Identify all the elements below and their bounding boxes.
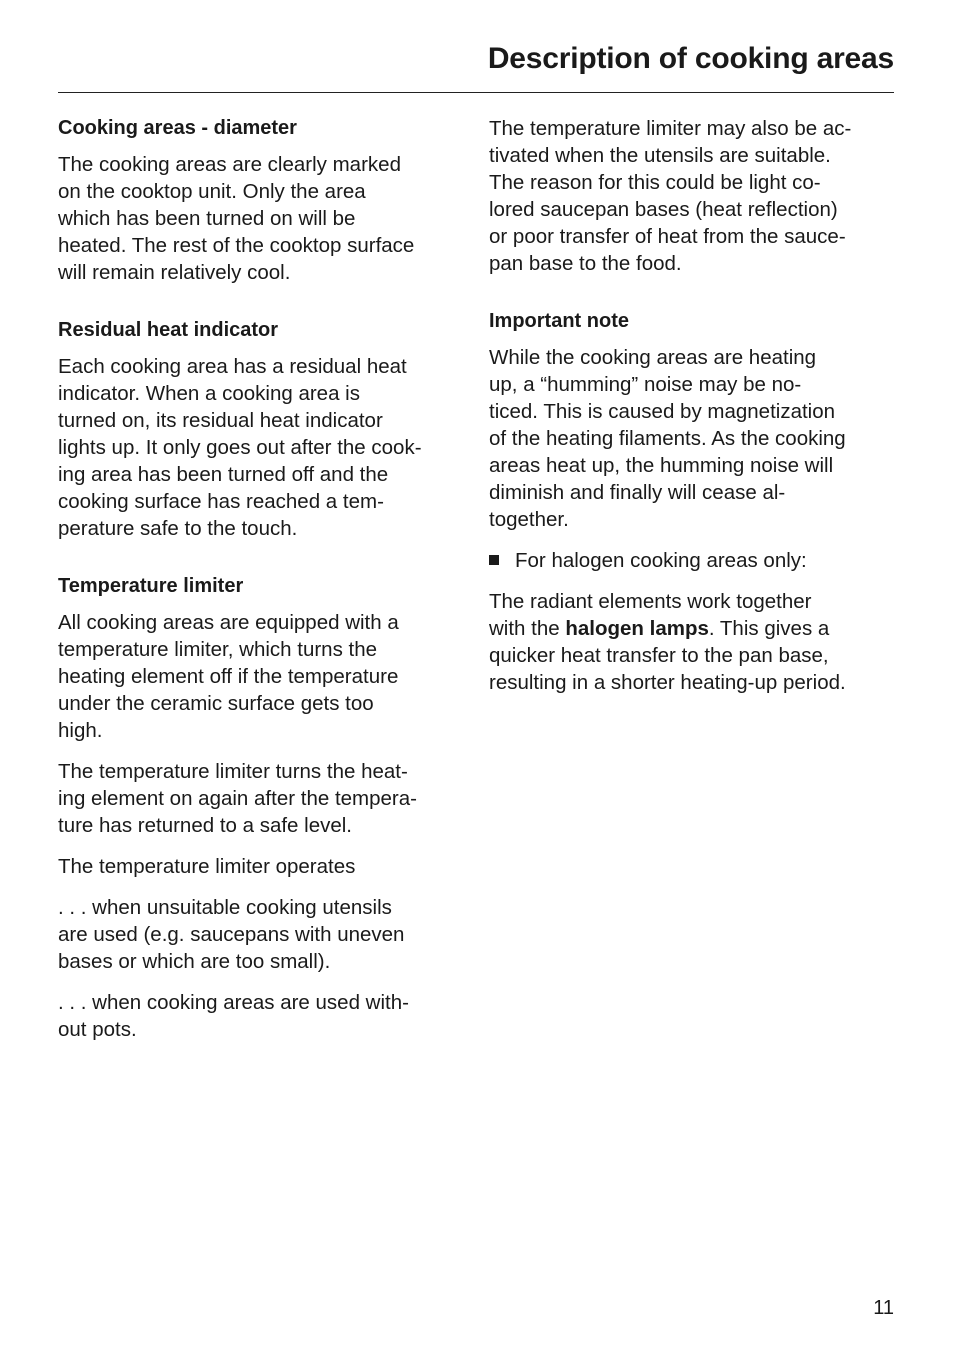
- text-line: or poor transfer of heat from the sauce-: [489, 225, 846, 248]
- text-line: tivated when the utensils are suitable.: [489, 144, 831, 167]
- paragraph: [58, 894, 468, 975]
- text-line: under the ceramic surface gets too: [58, 692, 374, 715]
- text-line: The cooking areas are clearly marked: [58, 153, 401, 176]
- paragraph: [58, 758, 468, 839]
- text-line: which has been turned on will be: [58, 207, 356, 230]
- paragraph: [489, 344, 894, 533]
- text-line: are used (e.g. saucepans with uneven: [58, 923, 405, 946]
- text-line: bases or which are too small).: [58, 950, 331, 973]
- header-divider: [58, 92, 894, 93]
- text-line: areas heat up, the humming noise will: [489, 454, 834, 477]
- text-line: of the heating filaments. As the cooking: [489, 427, 846, 450]
- text-line: Each cooking area has a residual heat: [58, 355, 407, 378]
- text-line: lights up. It only goes out after the cook-: [58, 436, 422, 459]
- text-line: . . . when cooking areas are used with-: [58, 991, 409, 1014]
- text-line: . . . when unsuitable cooking utensils: [58, 896, 392, 919]
- paragraph: [58, 609, 468, 744]
- text-line: turned on, its residual heat indicator: [58, 409, 383, 432]
- heading-residual-heat-indicator: Residual heat indicator: [58, 319, 279, 341]
- paragraph: [58, 151, 468, 286]
- text-line: resulting in a shorter heating-up period.: [489, 671, 846, 694]
- section-residual-heat-indicator: [58, 317, 468, 542]
- text-line: on the cooktop unit. Only the area: [58, 180, 366, 203]
- text-line: ture has returned to a safe level.: [58, 814, 353, 837]
- paragraph-halogen: [489, 588, 894, 696]
- text-line: lored saucepan bases (heat reflection): [489, 198, 838, 221]
- paragraph: [58, 353, 468, 542]
- text-line: ticed. This is caused by magnetization: [489, 400, 836, 423]
- section-cooking-areas-diameter: [58, 115, 468, 286]
- text-line: quicker heat transfer to the pan base,: [489, 644, 829, 667]
- text-line: While the cooking areas are heating: [489, 346, 817, 369]
- text-line: together.: [489, 508, 569, 531]
- text-line: pan base to the food.: [489, 252, 682, 275]
- heading-temperature-limiter: Temperature limiter: [58, 575, 244, 597]
- section-temperature-limiter: [58, 573, 468, 1043]
- text-line: heating element off if the temperature: [58, 665, 399, 688]
- text-line: indicator. When a cooking area is: [58, 382, 360, 405]
- paragraph: [58, 853, 468, 880]
- text-line: ing element on again after the tempera-: [58, 787, 417, 810]
- text-line: will remain relatively cool.: [58, 261, 291, 284]
- paragraph: [58, 989, 468, 1043]
- text-line: with the: [489, 617, 566, 640]
- text-line: out pots.: [58, 1018, 137, 1041]
- text-line: The radiant elements work together: [489, 590, 812, 613]
- bold-term: halogen lamps: [565, 617, 709, 640]
- text-line: ing area has been turned off and the: [58, 463, 389, 486]
- heading-important-note: Important note: [489, 310, 629, 332]
- text-line: cooking surface has reached a tem-: [58, 490, 384, 513]
- text-line: perature safe to the touch.: [58, 517, 298, 540]
- text-line: The temperature limiter may also be ac-: [489, 117, 852, 140]
- text-line: . This gives a: [708, 617, 830, 640]
- square-bullet-icon: [489, 555, 499, 565]
- left-column: [58, 115, 468, 1057]
- right-column: [489, 115, 894, 710]
- section-important-note: [489, 308, 894, 696]
- paragraph: [489, 115, 894, 277]
- text-line: temperature limiter, which turns the: [58, 638, 378, 661]
- text-line: The temperature limiter turns the heat-: [58, 760, 408, 783]
- page-number: 11: [873, 1297, 894, 1319]
- text-line: All cooking areas are equipped with a: [58, 611, 399, 634]
- bullet-item: [489, 547, 894, 574]
- heading-cooking-areas-diameter: Cooking areas - diameter: [58, 117, 297, 139]
- page-title: Description of cooking areas: [487, 42, 894, 75]
- text-line: diminish and finally will cease al-: [489, 481, 786, 504]
- text-line: The temperature limiter operates: [58, 855, 356, 878]
- text-line: The reason for this could be light co-: [489, 171, 821, 194]
- text-line: heated. The rest of the cooktop surface: [58, 234, 415, 257]
- text-line: high.: [58, 719, 103, 742]
- bullet-text: For halogen cooking areas only:: [515, 549, 807, 572]
- text-line: up, a “humming” noise may be no-: [489, 373, 802, 396]
